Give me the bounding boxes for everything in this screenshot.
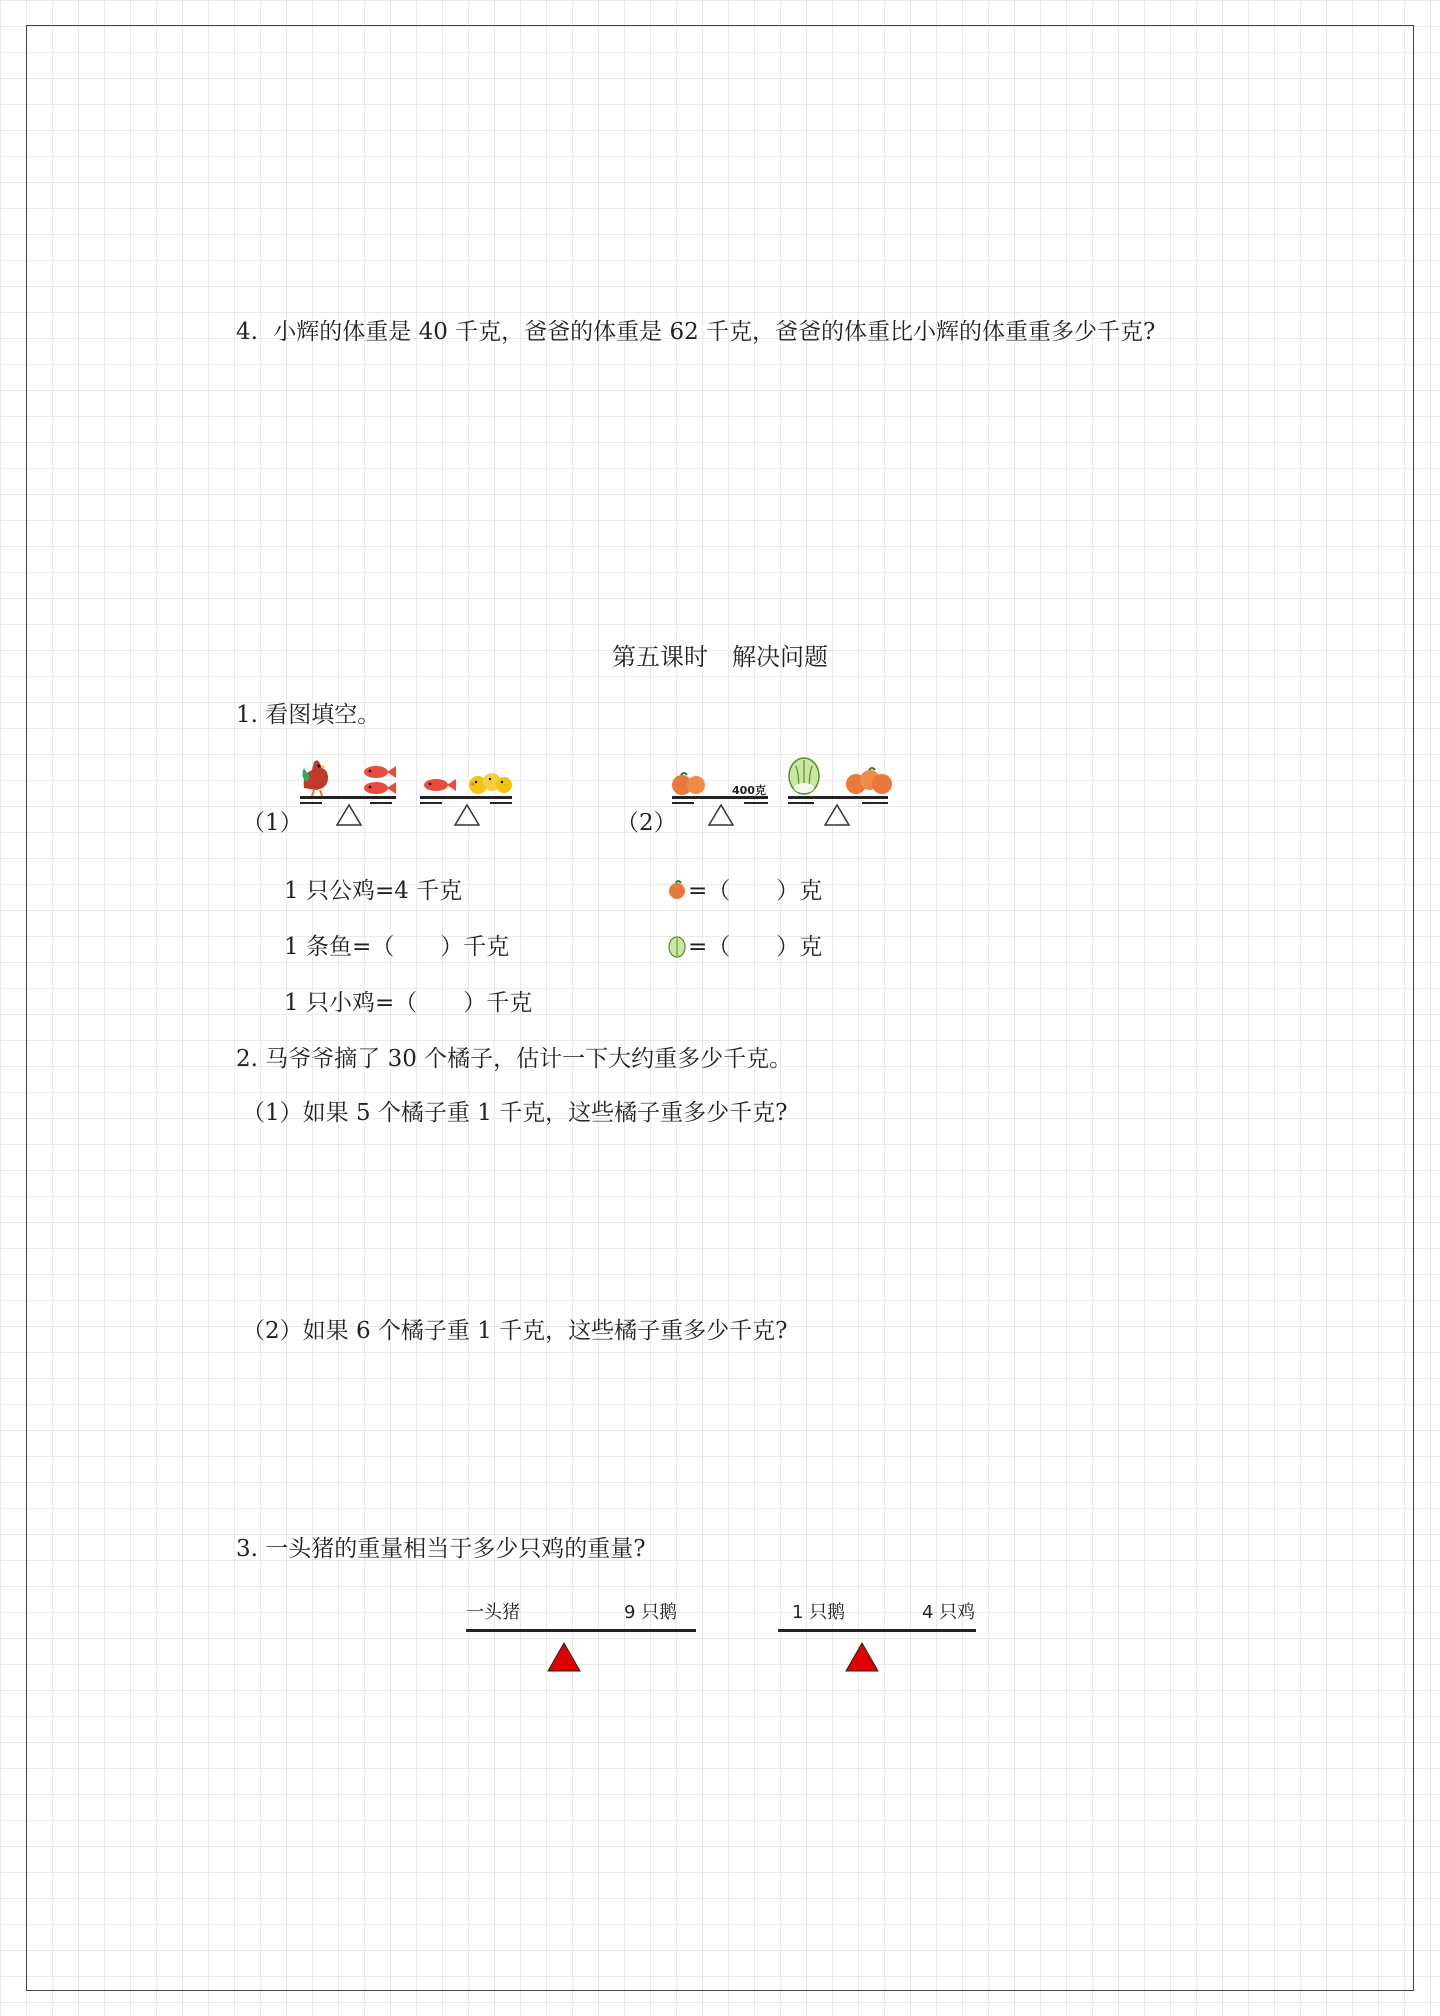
scale-2b-pan-left (788, 802, 814, 804)
goose-chicken-scale (778, 1598, 978, 1674)
rooster-icon (298, 756, 332, 796)
cabbage-weight-answer: =（ ）克 (688, 934, 823, 960)
orange-weight-answer: =（ ）克 (688, 878, 823, 904)
part-2-label: （2） (616, 810, 677, 836)
scale-plank (466, 1629, 696, 1632)
orange-icon (670, 772, 706, 796)
scale-1b-plank (420, 796, 512, 799)
balance-scale-1 (296, 752, 516, 832)
scale-1b-pan-right (490, 802, 512, 804)
question-1-label: 1. 看图填空。 (236, 702, 381, 728)
question-2-sub-2: （2）如果 6 个橘子重 1 千克，这些橘子重多少千克? (242, 1318, 788, 1344)
question-2-sub-1: （1）如果 5 个橘子重 1 千克，这些橘子重多少千克? (242, 1100, 788, 1126)
scale-2b-pan-right (862, 802, 888, 804)
scale-1a-pan-left (300, 802, 322, 804)
cabbage-icon (786, 748, 822, 796)
question-4-text (236, 317, 1155, 347)
scale-2a-pan-right (744, 802, 768, 804)
fulcrum-triangle (547, 1642, 581, 1672)
scale-right-label-goose: 9 只鹅 (624, 1602, 678, 1623)
orange-weight-line (666, 876, 822, 906)
scale-left-label-goose: 1 只鹅 (792, 1602, 846, 1623)
scale-left-label-pig: 一头猪 (466, 1602, 520, 1623)
balance-scale-2 (666, 746, 896, 832)
chick-icon (468, 770, 514, 796)
question-2-label: 2. 马爷爷摘了 30 个橘子，估计一下大约重多少千克。 (236, 1046, 793, 1072)
scale-1a-pan-right (370, 802, 392, 804)
chick-weight-line: 1 只小鸡=（ ）千克 (284, 990, 533, 1016)
scale-plank (778, 1629, 976, 1632)
fulcrum-triangle (845, 1642, 879, 1672)
part-1-label: （1） (242, 810, 303, 836)
scale-1b-pan-left (420, 802, 442, 804)
rooster-weight-line: 1 只公鸡=4 千克 (284, 878, 463, 904)
pig-goose-scale (466, 1598, 696, 1674)
lesson-title: 第五课时 解决问题 (612, 643, 828, 671)
fish-weight-line: 1 条鱼=（ ）千克 (284, 934, 510, 960)
scale-1a-fulcrum (336, 804, 362, 826)
scale-2b-fulcrum (824, 804, 850, 826)
fish-icon (420, 776, 458, 794)
scale-1b-fulcrum (454, 804, 480, 826)
fish-icon (360, 762, 398, 798)
question-4-body: 小辉的体重是 40 千克，爸爸的体重是 62 千克，爸爸的体重比小辉的体重重多少千克? (273, 319, 1156, 345)
scale-2a-fulcrum (708, 804, 734, 826)
orange-icon (666, 879, 688, 901)
scale-right-label-chicken: 4 只鸡 (922, 1602, 976, 1623)
cabbage-weight-line (666, 932, 822, 962)
orange-icon (844, 766, 896, 798)
scale-2a-pan-left (672, 802, 694, 804)
question-3-label: 3. 一头猪的重量相当于多少只鸡的重量? (236, 1536, 646, 1562)
weight-block-label: 400克 (732, 784, 766, 797)
question-4-number: 4. (236, 319, 258, 345)
cabbage-icon (666, 934, 688, 958)
